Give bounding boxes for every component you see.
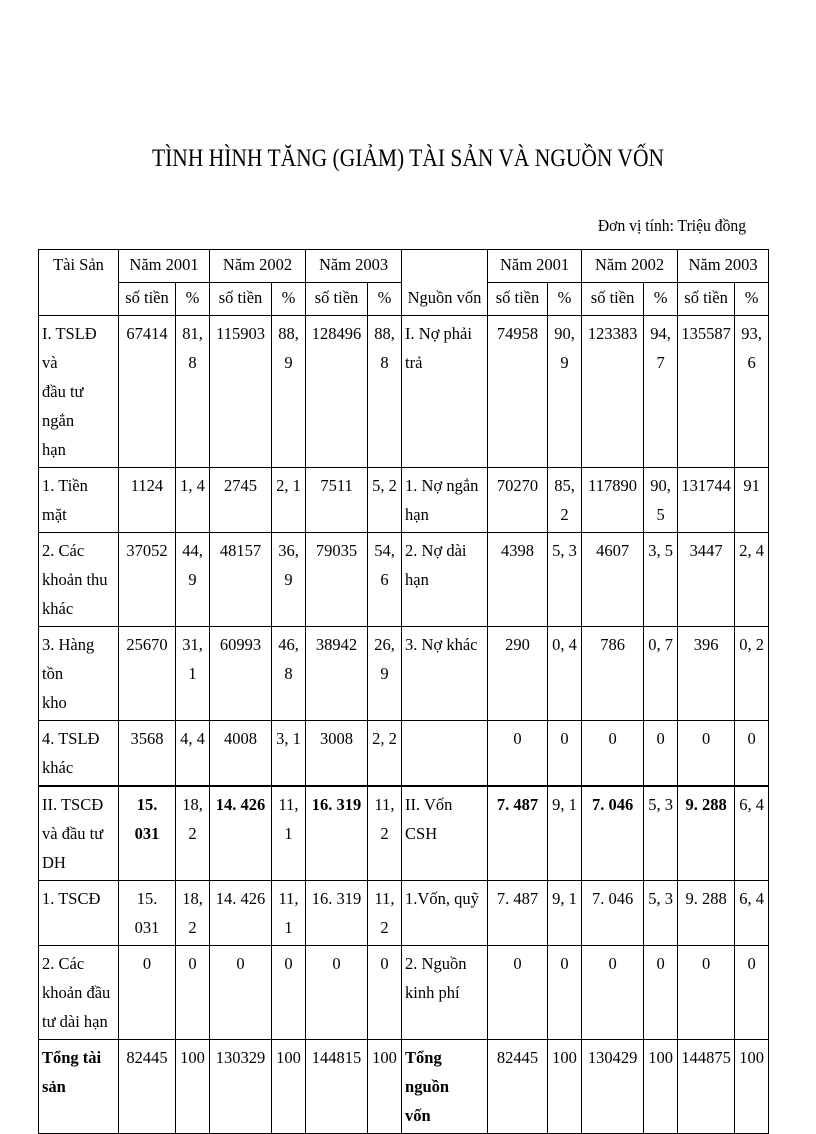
year-header: Năm 2001	[119, 250, 210, 283]
unit-note: Đơn vị tính: Triệu đồng	[597, 216, 746, 235]
value-cell: 0	[678, 721, 735, 787]
money-header: số tiền	[488, 283, 548, 316]
value-cell: 2, 2	[368, 721, 402, 787]
table-row	[39, 721, 769, 787]
value-cell: 0	[488, 946, 548, 1040]
row-label-cell: I. TSLĐ và đầu tư ngắn hạn	[39, 316, 119, 468]
value-cell: 0	[176, 946, 210, 1040]
row-label-cell: 2. Nợ dài hạn	[402, 533, 488, 627]
row-label-cell: 1. Tiền mặt	[39, 468, 119, 533]
value-cell: 4008	[210, 721, 272, 787]
value-cell: 54, 6	[368, 533, 402, 627]
value-cell: 144875	[678, 1040, 735, 1134]
value-cell: 79035	[306, 533, 368, 627]
money-header: số tiền	[678, 283, 735, 316]
value-cell: 9. 288	[678, 786, 735, 881]
value-cell: 0, 2	[735, 627, 769, 721]
value-cell: 1, 4	[176, 468, 210, 533]
value-cell: 100	[735, 1040, 769, 1134]
year-header: Năm 2001	[488, 250, 582, 283]
value-cell: 1124	[119, 468, 176, 533]
asset-header-spacer	[39, 283, 119, 316]
table-row	[39, 881, 769, 946]
value-cell: 90, 5	[644, 468, 678, 533]
value-cell: 117890	[582, 468, 644, 533]
value-cell: 67414	[119, 316, 176, 468]
table-row	[39, 627, 769, 721]
value-cell: 11, 1	[272, 881, 306, 946]
value-cell: 131744	[678, 468, 735, 533]
value-cell: 0, 4	[548, 627, 582, 721]
value-cell: 91	[735, 468, 769, 533]
value-cell: 44, 9	[176, 533, 210, 627]
source-header-spacer	[402, 250, 488, 283]
value-cell: 100	[644, 1040, 678, 1134]
value-cell: 0	[735, 946, 769, 1040]
value-cell: 82445	[119, 1040, 176, 1134]
value-cell: 15. 031	[119, 881, 176, 946]
value-cell: 94, 7	[644, 316, 678, 468]
value-cell: 0	[488, 721, 548, 787]
value-cell: 0	[306, 946, 368, 1040]
value-cell: 5, 3	[644, 881, 678, 946]
value-cell: 144815	[306, 1040, 368, 1134]
value-cell: 4398	[488, 533, 548, 627]
pct-header: %	[735, 283, 769, 316]
value-cell: 88, 9	[272, 316, 306, 468]
value-cell: 5, 3	[548, 533, 582, 627]
table-row	[39, 316, 769, 468]
value-cell: 0	[119, 946, 176, 1040]
value-cell: 123383	[582, 316, 644, 468]
value-cell: 3447	[678, 533, 735, 627]
pct-header: %	[368, 283, 402, 316]
year-header: Năm 2003	[678, 250, 769, 283]
row-label-cell: Tổng tài sản	[39, 1040, 119, 1134]
value-cell: 14. 426	[210, 786, 272, 881]
row-label-cell: 2. Các khoản đầu tư dài hạn	[39, 946, 119, 1040]
value-cell: 3, 5	[644, 533, 678, 627]
value-cell: 16. 319	[306, 786, 368, 881]
value-cell: 88, 8	[368, 316, 402, 468]
value-cell: 396	[678, 627, 735, 721]
row-label-cell: I. Nợ phải trả	[402, 316, 488, 468]
value-cell: 31, 1	[176, 627, 210, 721]
value-cell: 5, 2	[368, 468, 402, 533]
value-cell: 100	[176, 1040, 210, 1134]
value-cell: 7. 046	[582, 786, 644, 881]
value-cell: 115903	[210, 316, 272, 468]
value-cell: 18, 2	[176, 881, 210, 946]
value-cell: 0	[644, 946, 678, 1040]
value-cell: 9, 1	[548, 881, 582, 946]
value-cell: 93, 6	[735, 316, 769, 468]
value-cell: 0	[210, 946, 272, 1040]
value-cell: 81, 8	[176, 316, 210, 468]
value-cell: 0	[272, 946, 306, 1040]
value-cell: 0, 7	[644, 627, 678, 721]
pct-header: %	[548, 283, 582, 316]
value-cell: 3, 1	[272, 721, 306, 787]
value-cell: 38942	[306, 627, 368, 721]
pct-header: %	[176, 283, 210, 316]
year-header: Năm 2002	[210, 250, 306, 283]
value-cell: 90, 9	[548, 316, 582, 468]
row-label-cell: 2. Nguồn kinh phí	[402, 946, 488, 1040]
value-cell: 0	[644, 721, 678, 787]
year-header: Năm 2002	[582, 250, 678, 283]
row-label-cell: 2. Các khoản thu khác	[39, 533, 119, 627]
value-cell: 11, 1	[272, 786, 306, 881]
value-cell: 9. 288	[678, 881, 735, 946]
money-header: số tiền	[306, 283, 368, 316]
row-label-cell: 1. TSCĐ	[39, 881, 119, 946]
header-row-sub	[39, 283, 769, 316]
asset-header: Tài Sản	[39, 250, 119, 283]
value-cell: 6, 4	[735, 786, 769, 881]
value-cell: 135587	[678, 316, 735, 468]
row-label-cell: II. Vốn CSH	[402, 786, 488, 881]
value-cell: 2745	[210, 468, 272, 533]
value-cell: 4, 4	[176, 721, 210, 787]
value-cell: 70270	[488, 468, 548, 533]
value-cell: 100	[368, 1040, 402, 1134]
row-label-cell: 3. Nợ khác	[402, 627, 488, 721]
row-label-cell	[402, 721, 488, 787]
pct-header: %	[272, 283, 306, 316]
value-cell: 0	[735, 721, 769, 787]
row-label-cell: 4. TSLĐ khác	[39, 721, 119, 787]
value-cell: 14. 426	[210, 881, 272, 946]
value-cell: 4607	[582, 533, 644, 627]
value-cell: 7511	[306, 468, 368, 533]
value-cell: 128496	[306, 316, 368, 468]
value-cell: 74958	[488, 316, 548, 468]
value-cell: 60993	[210, 627, 272, 721]
value-cell: 9, 1	[548, 786, 582, 881]
value-cell: 46, 8	[272, 627, 306, 721]
value-cell: 3008	[306, 721, 368, 787]
value-cell: 85, 2	[548, 468, 582, 533]
value-cell: 7. 046	[582, 881, 644, 946]
value-cell: 786	[582, 627, 644, 721]
value-cell: 7. 487	[488, 881, 548, 946]
table-row	[39, 1040, 769, 1134]
row-label-cell: Tổng nguồn vốn	[402, 1040, 488, 1134]
value-cell: 0	[368, 946, 402, 1040]
pct-header: %	[644, 283, 678, 316]
value-cell: 36, 9	[272, 533, 306, 627]
source-header: Nguồn vốn	[402, 283, 488, 316]
value-cell: 15. 031	[119, 786, 176, 881]
value-cell: 100	[272, 1040, 306, 1134]
row-label-cell: II. TSCĐ và đầu tư DH	[39, 786, 119, 881]
value-cell: 130429	[582, 1040, 644, 1134]
value-cell: 130329	[210, 1040, 272, 1134]
value-cell: 100	[548, 1040, 582, 1134]
money-header: số tiền	[210, 283, 272, 316]
table-row	[39, 946, 769, 1040]
value-cell: 5, 3	[644, 786, 678, 881]
row-label-cell: 1. Nợ ngắn hạn	[402, 468, 488, 533]
year-header: Năm 2003	[306, 250, 402, 283]
table-row	[39, 468, 769, 533]
value-cell: 0	[678, 946, 735, 1040]
value-cell: 11, 2	[368, 881, 402, 946]
balance-table	[38, 249, 769, 1134]
value-cell: 3568	[119, 721, 176, 787]
row-label-cell: 1.Vốn, quỹ	[402, 881, 488, 946]
value-cell: 16. 319	[306, 881, 368, 946]
balance-table-container	[38, 249, 768, 1125]
value-cell: 11, 2	[368, 786, 402, 881]
money-header: số tiền	[119, 283, 176, 316]
value-cell: 25670	[119, 627, 176, 721]
value-cell: 6, 4	[735, 881, 769, 946]
table-row	[39, 786, 769, 881]
row-label-cell: 3. Hàng tồn kho	[39, 627, 119, 721]
header-row-years	[39, 250, 769, 283]
value-cell: 48157	[210, 533, 272, 627]
value-cell: 7. 487	[488, 786, 548, 881]
value-cell: 0	[582, 946, 644, 1040]
value-cell: 290	[488, 627, 548, 721]
value-cell: 26, 9	[368, 627, 402, 721]
value-cell: 2, 1	[272, 468, 306, 533]
value-cell: 0	[548, 721, 582, 787]
value-cell: 18, 2	[176, 786, 210, 881]
table-row	[39, 533, 769, 627]
value-cell: 0	[548, 946, 582, 1040]
money-header: số tiền	[582, 283, 644, 316]
value-cell: 0	[582, 721, 644, 787]
value-cell: 37052	[119, 533, 176, 627]
value-cell: 2, 4	[735, 533, 769, 627]
page-title: TÌNH HÌNH TĂNG (GIẢM) TÀI SẢN VÀ NGUỒN VỐN	[152, 145, 664, 172]
value-cell: 82445	[488, 1040, 548, 1134]
